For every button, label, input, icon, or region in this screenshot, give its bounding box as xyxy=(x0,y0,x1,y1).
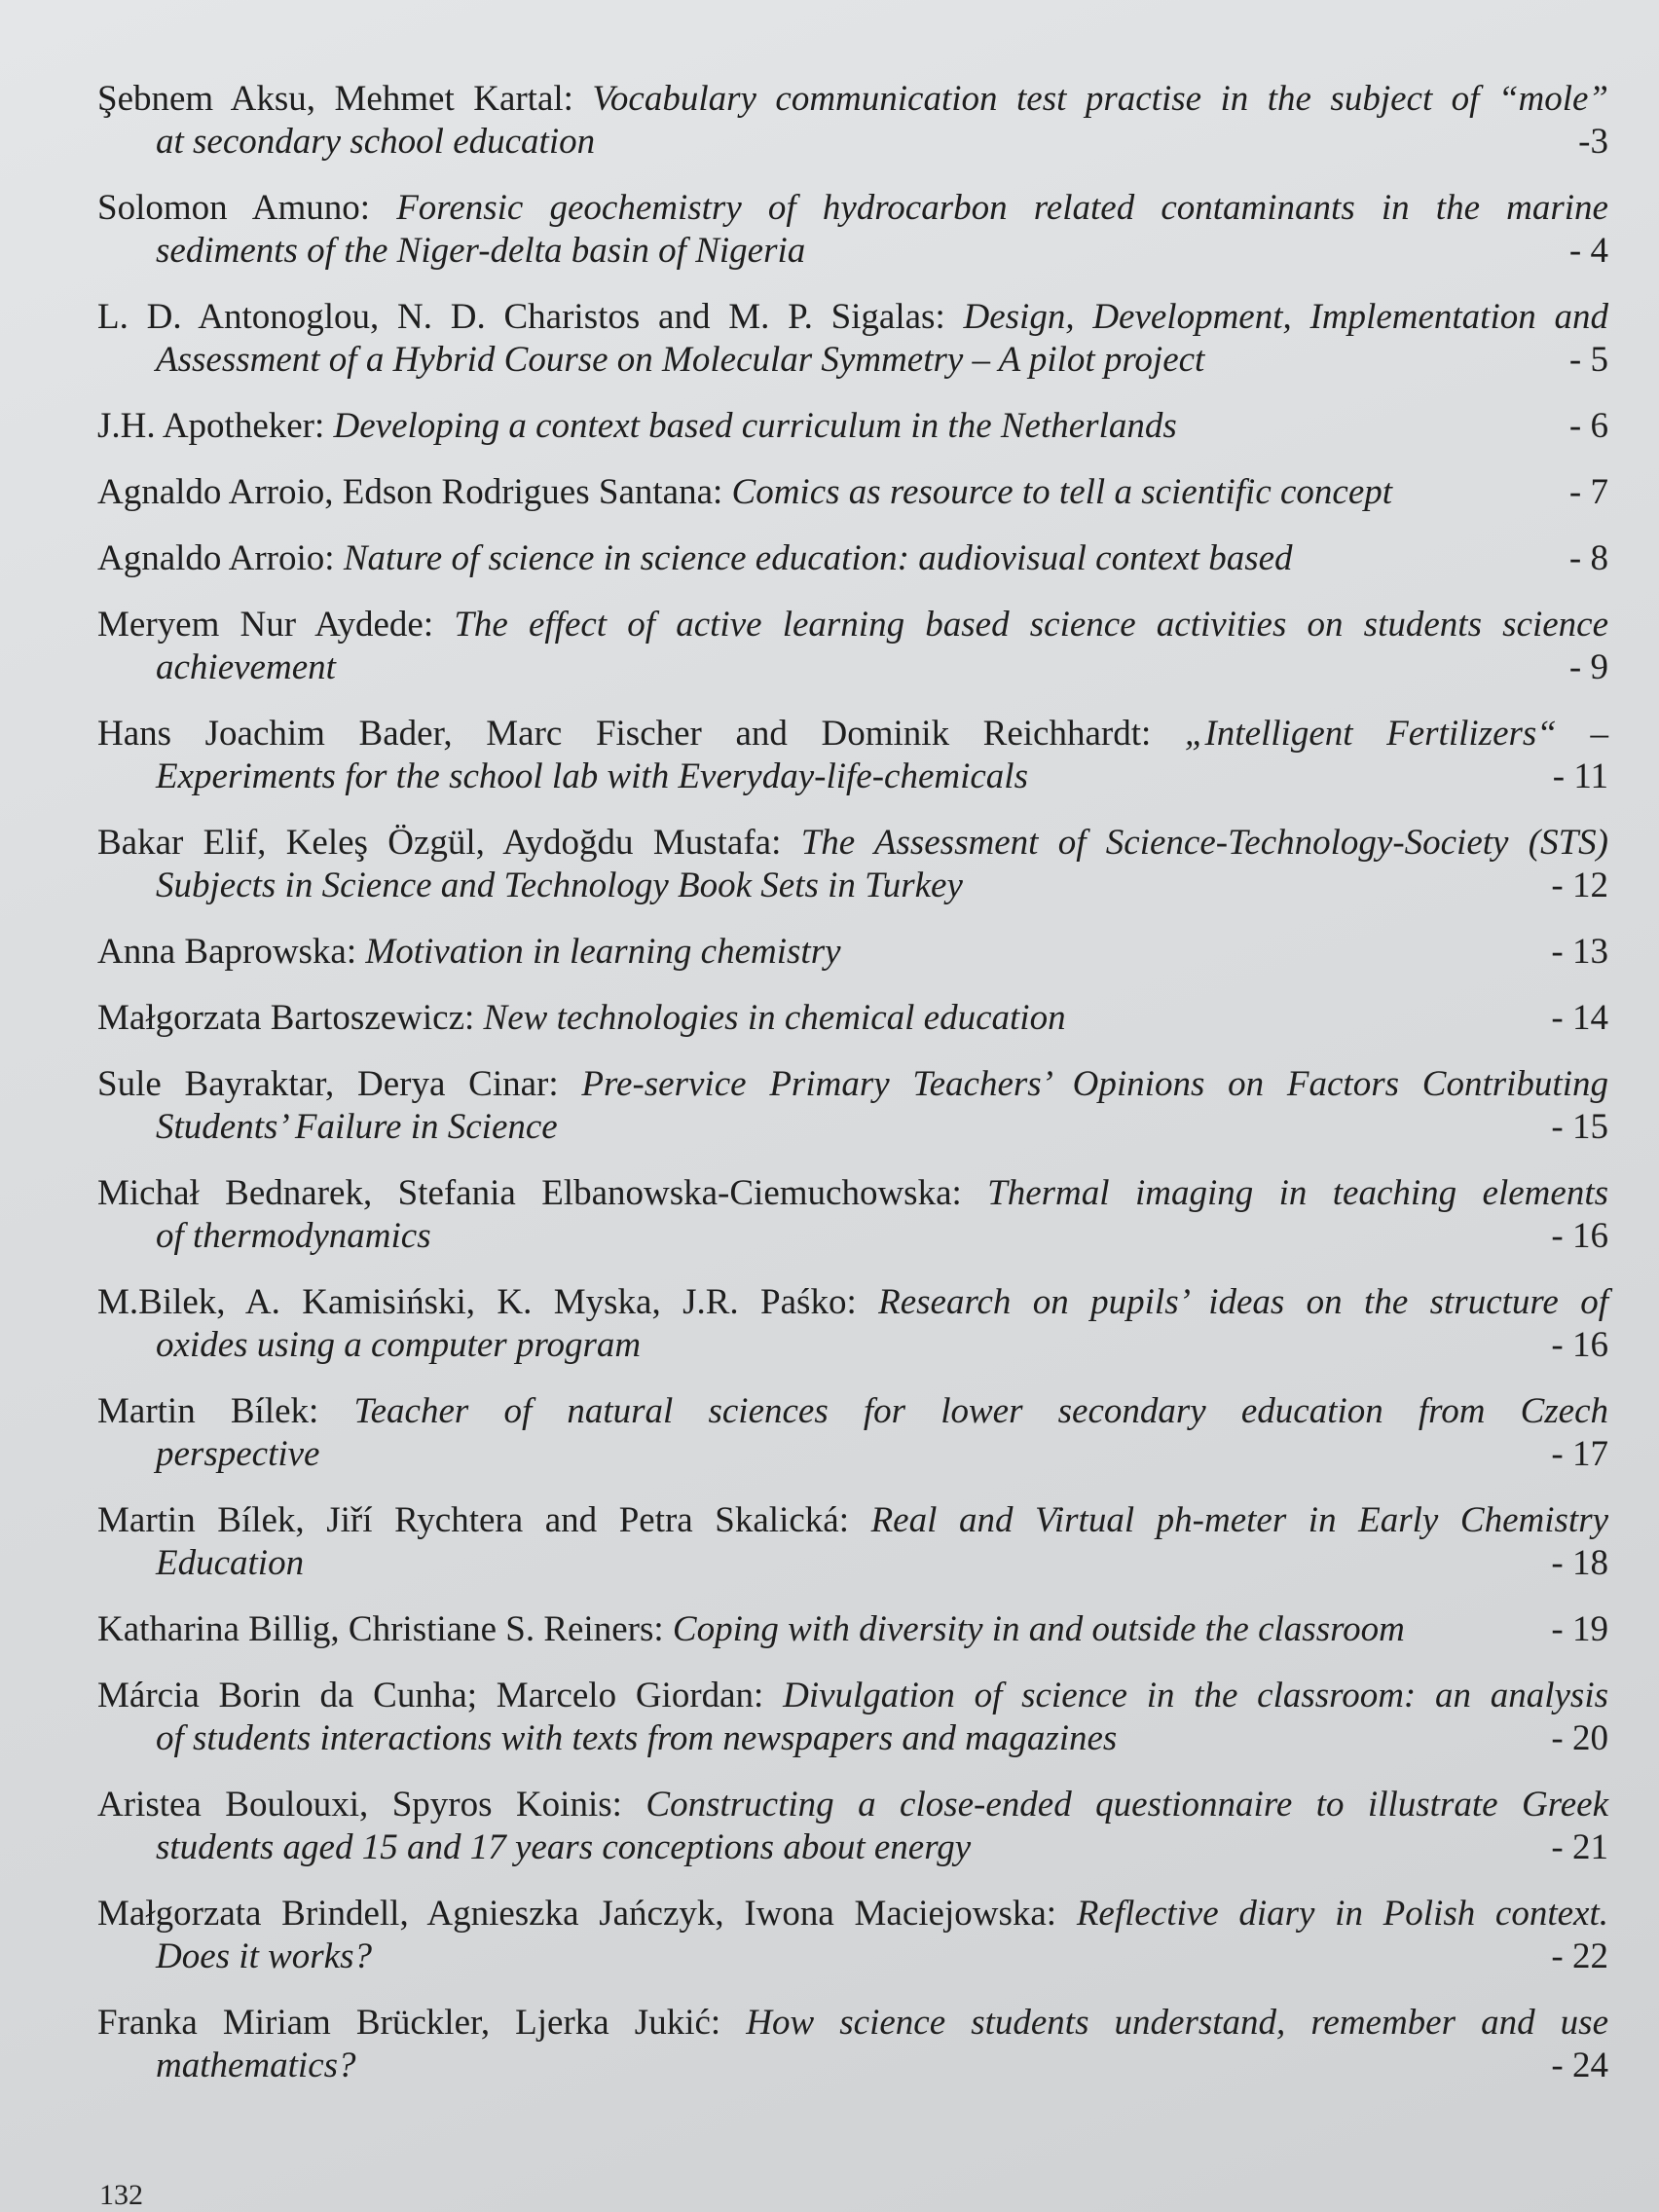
entry-page-number: - 9 xyxy=(1568,647,1608,687)
entry-authors: Aristea Boulouxi, Spyros Koinis: xyxy=(97,1785,622,1825)
entry-first-line xyxy=(97,78,1608,121)
entry-second-line xyxy=(97,339,1608,382)
entry-page-number: - 24 xyxy=(1551,2046,1608,2085)
entry-title-continuation: Does it works? xyxy=(156,1936,372,1976)
entry-second-line xyxy=(97,1106,1608,1149)
entry-page-number: -3 xyxy=(1578,122,1608,162)
entry-authors: Agnaldo Arroio: xyxy=(97,538,335,578)
entry-title: Research on pupils’ ideas on the structure of xyxy=(878,1282,1608,1322)
entry-page-number: - 20 xyxy=(1551,1718,1608,1758)
entry-title: Thermal imaging in teaching elements xyxy=(987,1173,1608,1213)
entry-first-line xyxy=(97,1893,1608,1936)
entry-first-line xyxy=(97,471,1608,514)
entry-title: Nature of science in science education: audiovisual context based xyxy=(343,538,1293,578)
entry-title-continuation: Assessment of a Hybrid Course on Molecular Symmetry – A pilot project xyxy=(156,340,1205,380)
toc-entry xyxy=(97,1172,1608,1258)
entry-authors: Martin Bílek, Jiří Rychtera and Petra Skalická: xyxy=(97,1500,849,1540)
entry-second-line xyxy=(97,756,1608,798)
entry-first-line xyxy=(97,2002,1608,2045)
entry-title: Comics as resource to tell a scientific concept xyxy=(731,472,1393,512)
entry-page-number: - 22 xyxy=(1551,1936,1608,1976)
entry-title: How science students understand, remember and use xyxy=(746,2003,1608,2043)
toc-entry xyxy=(97,296,1608,382)
entry-first-line xyxy=(97,822,1608,865)
entry-title-continuation: mathematics? xyxy=(156,2046,356,2085)
entry-title: Design, Development, Implementation and xyxy=(963,297,1608,337)
entry-authors: Małgorzata Brindell, Agnieszka Jańczyk, Iwona Maciejowska: xyxy=(97,1894,1057,1934)
entry-title: The effect of active learning based science activities on students science xyxy=(454,605,1609,645)
entry-title-continuation: Students’ Failure in Science xyxy=(156,1107,558,1147)
entry-page-number: - 8 xyxy=(1568,538,1608,578)
entry-first-line xyxy=(97,187,1608,230)
entry-second-line xyxy=(97,1215,1608,1258)
entry-page-number: - 17 xyxy=(1551,1434,1608,1474)
entry-second-line xyxy=(97,1542,1608,1585)
entry-first-line xyxy=(97,1281,1608,1324)
table-of-contents xyxy=(97,78,1608,2111)
entry-authors: Anna Baprowska: xyxy=(97,932,357,972)
entry-page-number: - 13 xyxy=(1551,932,1608,972)
entry-first-line xyxy=(97,931,1608,974)
entry-authors: J.H. Apotheker: xyxy=(97,406,325,446)
entry-title: Divulgation of science in the classroom: an analysis xyxy=(783,1676,1609,1715)
toc-entry xyxy=(97,1281,1608,1367)
toc-entry xyxy=(97,78,1608,164)
entry-title-continuation: at secondary school education xyxy=(156,122,596,162)
entry-first-line xyxy=(97,537,1608,580)
toc-entry xyxy=(97,931,1608,974)
toc-entry xyxy=(97,537,1608,580)
entry-first-line xyxy=(97,1499,1608,1542)
entry-title: Constructing a close-ended questionnaire to illustrate Greek xyxy=(645,1785,1609,1825)
toc-entry xyxy=(97,405,1608,448)
entry-page-number: - 18 xyxy=(1551,1543,1608,1583)
entry-title-continuation: Education xyxy=(156,1543,305,1583)
entry-title: Motivation in learning chemistry xyxy=(365,932,841,972)
entry-page-number: - 5 xyxy=(1568,340,1608,380)
entry-authors: Martin Bílek: xyxy=(97,1391,319,1431)
entry-title: Reflective diary in Polish context. xyxy=(1076,1894,1608,1934)
entry-authors: Meryem Nur Aydede: xyxy=(97,605,434,645)
entry-authors: Bakar Elif, Keleş Özgül, Aydoğdu Mustafa: xyxy=(97,823,782,863)
entry-title-continuation: of students interactions with texts from newspapers and magazines xyxy=(156,1718,1118,1758)
entry-title-continuation: Experiments for the school lab with Everyday-life-chemicals xyxy=(156,756,1028,796)
entry-title-continuation: sediments of the Niger-delta basin of Nigeria xyxy=(156,231,806,271)
toc-entry xyxy=(97,2002,1608,2087)
toc-entry xyxy=(97,822,1608,907)
entry-first-line xyxy=(97,405,1608,448)
toc-entry xyxy=(97,1675,1608,1760)
entry-authors: Şebnem Aksu, Mehmet Kartal: xyxy=(97,79,573,119)
entry-page-number: - 15 xyxy=(1551,1107,1608,1147)
toc-entry xyxy=(97,471,1608,514)
entry-first-line xyxy=(97,1063,1608,1106)
entry-page-number: - 16 xyxy=(1551,1325,1608,1365)
toc-entry xyxy=(97,1608,1608,1651)
entry-page-number: - 12 xyxy=(1551,866,1608,905)
entry-title: Vocabulary communication test practise in the subject of “mole” xyxy=(592,79,1609,119)
entry-first-line xyxy=(97,1784,1608,1826)
page-number: 132 xyxy=(99,2179,143,2211)
entry-authors: Márcia Borin da Cunha; Marcelo Giordan: xyxy=(97,1676,764,1715)
entry-first-line xyxy=(97,296,1608,339)
entry-authors: Franka Miriam Brückler, Ljerka Jukić: xyxy=(97,2003,721,2043)
entry-authors: Małgorzata Bartoszewicz: xyxy=(97,998,475,1038)
entry-title-continuation: oxides using a computer program xyxy=(156,1325,642,1365)
entry-title: The Assessment of Science-Technology-Society (STS) xyxy=(800,823,1608,863)
entry-page-number: - 6 xyxy=(1568,406,1608,446)
entry-first-line xyxy=(97,713,1608,756)
entry-second-line xyxy=(97,2045,1608,2087)
entry-second-line xyxy=(97,865,1608,907)
toc-entry xyxy=(97,997,1608,1040)
entry-page-number: - 7 xyxy=(1568,472,1608,512)
entry-authors: Katharina Billig, Christiane S. Reiners: xyxy=(97,1609,664,1649)
entry-authors: L. D. Antonoglou, N. D. Charistos and M. P. Sigalas: xyxy=(97,297,945,337)
entry-title: Pre-service Primary Teachers’ Opinions on Factors Contributing xyxy=(581,1064,1608,1104)
entry-second-line xyxy=(97,121,1608,164)
toc-entry xyxy=(97,1893,1608,1978)
entry-title: Real and Virtual ph-meter in Early Chemistry xyxy=(870,1500,1609,1540)
entry-first-line xyxy=(97,1390,1608,1433)
entry-authors: M.Bilek, A. Kamisiński, K. Myska, J.R. Paśko: xyxy=(97,1282,857,1322)
toc-entry xyxy=(97,1499,1608,1585)
entry-first-line xyxy=(97,997,1608,1040)
entry-second-line xyxy=(97,646,1608,689)
entry-second-line xyxy=(97,230,1608,273)
entry-authors: Sule Bayraktar, Derya Cinar: xyxy=(97,1064,559,1104)
entry-title-continuation: perspective xyxy=(156,1434,320,1474)
entry-title-continuation: students aged 15 and 17 years conceptions about energy xyxy=(156,1827,972,1867)
entry-page-number: - 21 xyxy=(1551,1827,1608,1867)
entry-title: New technologies in chemical education xyxy=(483,998,1066,1038)
entry-first-line xyxy=(97,604,1608,646)
entry-title: Teacher of natural sciences for lower secondary education from Czech xyxy=(353,1391,1608,1431)
entry-authors: Michał Bednarek, Stefania Elbanowska-Ciemuchowska: xyxy=(97,1173,962,1213)
entry-second-line xyxy=(97,1433,1608,1476)
entry-first-line xyxy=(97,1608,1608,1651)
toc-entry xyxy=(97,187,1608,273)
entry-title: Forensic geochemistry of hydrocarbon related contaminants in the marine xyxy=(396,188,1608,228)
entry-title: Coping with diversity in and outside the classroom xyxy=(672,1609,1405,1649)
entry-authors: Hans Joachim Bader, Marc Fischer and Dominik Reichhardt: xyxy=(97,714,1152,754)
entry-page-number: - 19 xyxy=(1551,1609,1608,1649)
toc-entry xyxy=(97,1390,1608,1476)
entry-page-number: - 16 xyxy=(1551,1216,1608,1256)
entry-title: „Intelligent Fertilizers“ – xyxy=(1184,714,1608,754)
toc-entry xyxy=(97,1063,1608,1149)
entry-title: Developing a context based curriculum in the Netherlands xyxy=(333,406,1177,446)
entry-page-number: - 11 xyxy=(1552,756,1608,796)
entry-title-continuation: achievement xyxy=(156,647,336,687)
toc-entry xyxy=(97,1784,1608,1869)
entry-second-line xyxy=(97,1936,1608,1978)
entry-first-line xyxy=(97,1172,1608,1215)
entry-page-number: - 14 xyxy=(1551,998,1608,1038)
entry-page-number: - 4 xyxy=(1568,231,1608,271)
entry-title-continuation: of thermodynamics xyxy=(156,1216,431,1256)
entry-second-line xyxy=(97,1826,1608,1869)
entry-authors: Solomon Amuno: xyxy=(97,188,371,228)
entry-second-line xyxy=(97,1717,1608,1760)
entry-second-line xyxy=(97,1324,1608,1367)
entry-title-continuation: Subjects in Science and Technology Book Sets in Turkey xyxy=(156,866,963,905)
entry-first-line xyxy=(97,1675,1608,1717)
entry-authors: Agnaldo Arroio, Edson Rodrigues Santana: xyxy=(97,472,723,512)
toc-entry xyxy=(97,604,1608,689)
toc-entry xyxy=(97,713,1608,798)
